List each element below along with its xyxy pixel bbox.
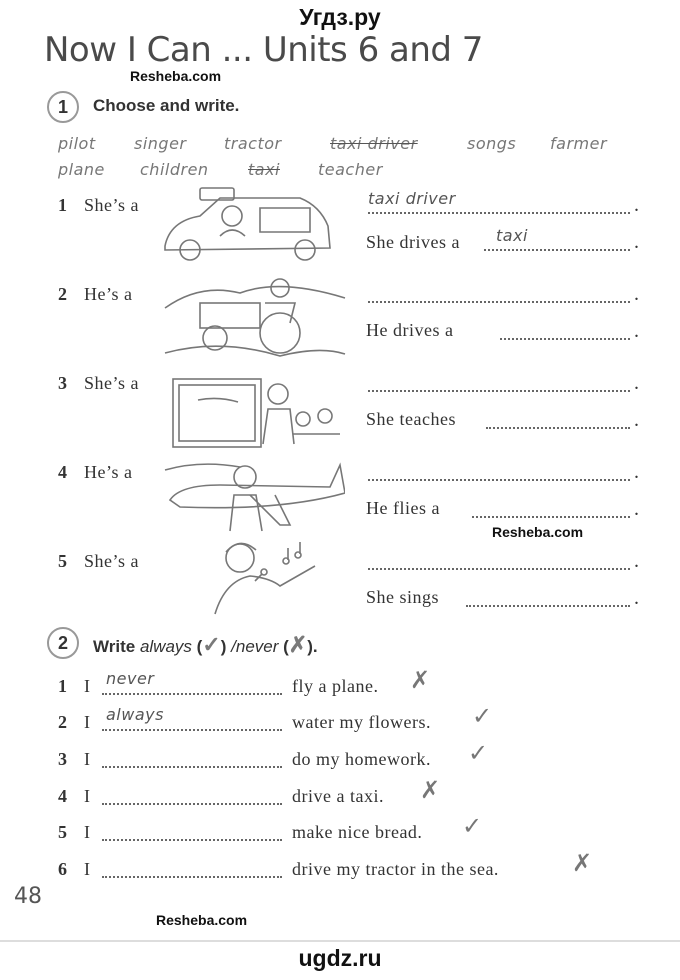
period: . [634,283,639,305]
title-write: Write [93,637,136,656]
item-number: 4 [58,786,67,806]
item-lead-text: She’s a [84,551,139,571]
site-header-link[interactable]: Угдз.ру [299,4,381,30]
item-subject: I [84,676,91,696]
sentence-rest: drive my tractor in the sea. [292,859,499,879]
item-second-text: She sings [366,587,440,607]
word-bank-item: pilot [58,134,96,153]
item-subject: I [84,749,91,769]
cross-mark-icon: ✗ [572,849,593,877]
answer-handwritten: never [106,669,155,688]
period: . [634,550,639,572]
section-1-title: Choose and write. [93,96,240,115]
singer-illustration [200,536,330,616]
pilot-plane-illustration [160,455,345,535]
cross-mark-icon: ✗ [420,776,441,804]
item-number: 3 [58,373,67,393]
item-number: 5 [58,551,67,571]
answer-line[interactable] [368,550,630,570]
page-title: Now I Can ... Units 6 and 7 [44,30,483,70]
item-number: 1 [58,676,67,696]
title-never: never [235,637,279,656]
sentence-rest: water my flowers. [292,712,431,732]
teacher-classroom-illustration [168,374,348,454]
answer-line[interactable] [368,372,630,392]
word-bank-item: children [140,160,209,179]
answer-line[interactable] [368,283,630,303]
answer-line[interactable] [500,320,630,340]
item-second-text: She drives a [366,232,460,252]
item-number: 6 [58,859,67,879]
item-subject: I [84,712,91,732]
answer-line[interactable] [466,587,630,607]
check-icon: ✓ [202,632,221,657]
answer-line[interactable] [102,858,282,878]
answer-line[interactable] [102,711,282,731]
answer-line[interactable] [102,675,282,695]
page-number: 48 [14,884,42,909]
section-1-number: 1 [47,91,79,123]
title-slash: / [231,637,236,656]
item-lead-text: He’s a [84,284,133,304]
site-footer-link[interactable]: ugdz.ru [298,945,382,971]
answer-line[interactable] [368,194,630,214]
word-bank-item: plane [58,160,105,179]
word-bank-item: farmer [550,134,608,153]
period: . [634,194,639,216]
item-number: 2 [58,284,67,304]
period: . [634,372,639,394]
item-second-text: He flies a [366,498,440,518]
section-2-number: 2 [47,627,79,659]
answer-line[interactable] [102,821,282,841]
watermark: Resheba.com [156,912,248,928]
word-bank-item: singer [134,134,187,153]
check-mark-icon: ✓ [462,812,483,840]
sentence-rest: do my homework. [292,749,431,769]
word-bank-item-crossed: taxi driver [330,134,418,153]
period: . [634,320,639,342]
answer-line[interactable] [368,461,630,481]
period: . [634,231,639,253]
check-mark-icon: ✓ [468,739,489,767]
farmer-tractor-illustration [160,268,350,358]
check-mark-icon: ✓ [472,702,493,730]
sentence-rest: drive a taxi. [292,786,384,806]
sentence-rest: make nice bread. [292,822,423,842]
item-lead-text: He’s a [84,462,133,482]
item-subject: I [84,822,91,842]
answer-handwritten: taxi [496,226,528,245]
period: . [634,409,639,431]
watermark: Resheba.com [130,68,222,84]
period: . [634,587,639,609]
watermark: Resheba.com [492,524,584,540]
item-subject: I [84,786,91,806]
item-number: 3 [58,749,67,769]
item-lead-text: She’s a [84,195,139,215]
answer-line[interactable] [102,748,282,768]
item-second-text: She teaches [366,409,456,429]
word-bank-item: songs [467,134,517,153]
item-second-text: He drives a [366,320,454,340]
word-bank-item: tractor [224,134,282,153]
item-number: 4 [58,462,67,482]
divider [0,940,680,942]
title-always: always [139,637,192,656]
item-number: 1 [58,195,67,215]
answer-handwritten: taxi driver [368,189,456,208]
answer-line[interactable] [472,498,630,518]
item-lead-text: She’s a [84,373,139,393]
sentence-rest: fly a plane. [292,676,379,696]
item-number: 2 [58,712,67,732]
item-subject: I [84,859,91,879]
answer-line[interactable] [484,231,630,251]
taxi-driver-illustration [160,186,335,266]
answer-line[interactable] [102,785,282,805]
answer-line[interactable] [486,409,630,429]
cross-mark-icon: ✗ [410,666,431,694]
word-bank-item: teacher [318,160,383,179]
cross-icon: ✗ [288,632,308,657]
section-2-title: Write always (✓) /never (✗). [93,632,318,657]
answer-handwritten: always [106,705,164,724]
period: . [634,498,639,520]
period: . [634,461,639,483]
item-number: 5 [58,822,67,842]
word-bank-item-crossed: taxi [248,160,280,179]
